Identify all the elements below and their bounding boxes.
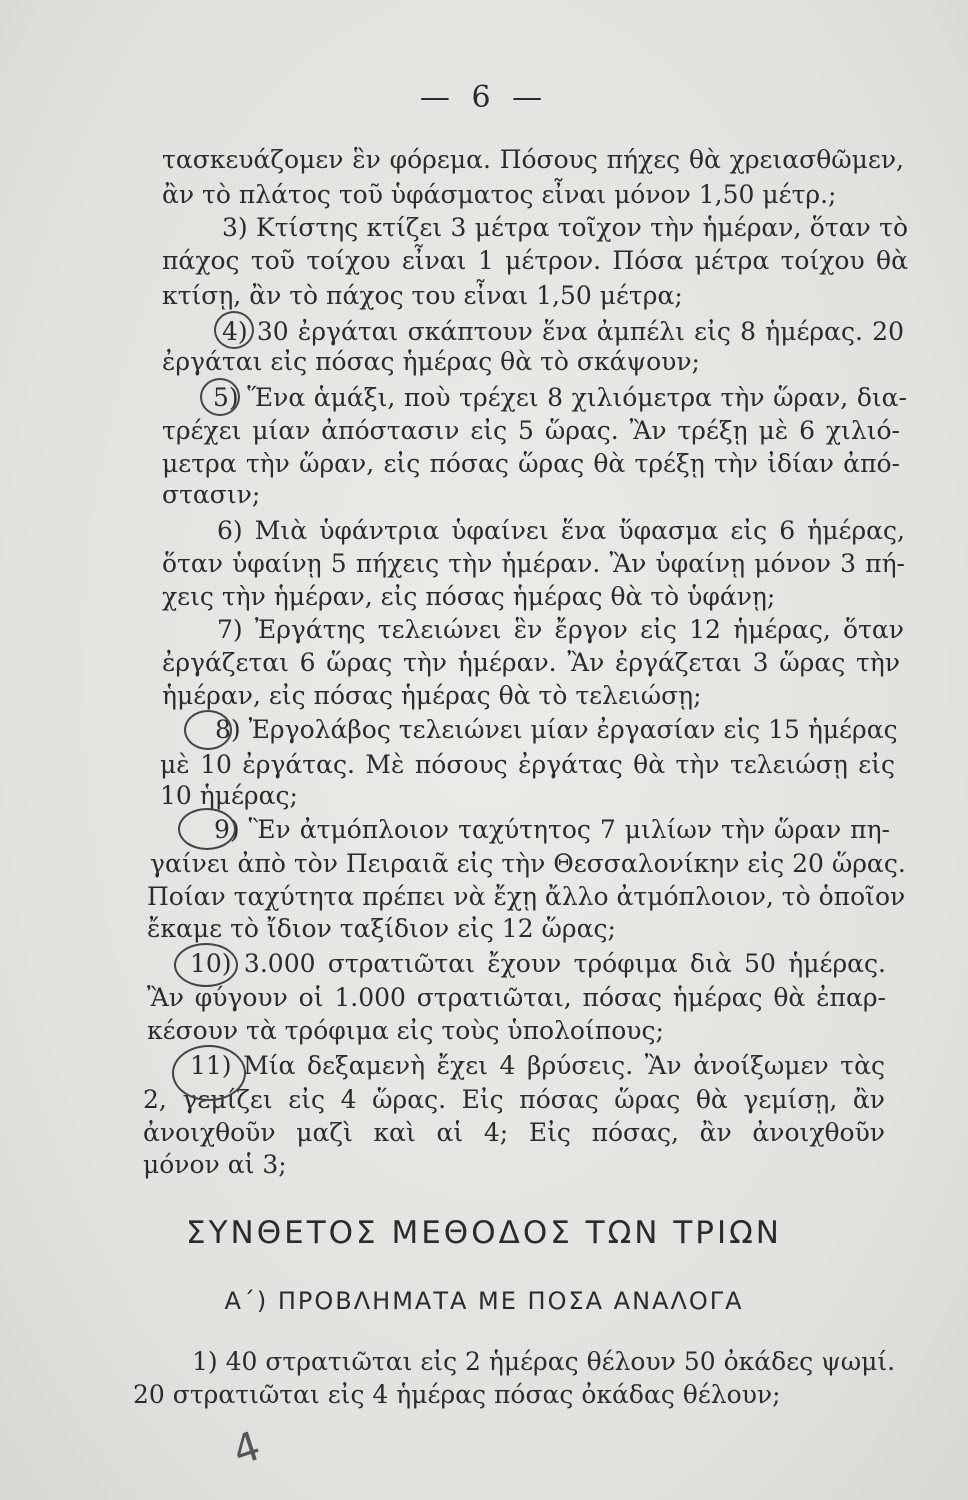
text-line: 10 ἡμέρας; bbox=[160, 781, 298, 810]
text-line: πάχος τοῦ τοίχου εἶναι 1 μέτρον. Πόσα μέτρα τοίχου θὰ bbox=[162, 246, 908, 275]
text-line: μὲ 10 ἐργάτας. Μὲ πόσους ἐργάτας θὰ τὴν τελειώσῃ εἰς bbox=[160, 750, 895, 779]
section-title: ΣΥΝΘΕΤΟΣ ΜΕΘΟΔΟΣ ΤΩΝ ΤΡΙΩΝ bbox=[186, 1215, 782, 1251]
text-line: 7) Ἐργάτης τελειώνει ἓν ἔργον εἰς 12 ἡμέρας, ὅταν bbox=[217, 615, 904, 644]
text-line: 11) Μία δεξαμενὴ ἔχει 4 βρύσεις. Ἂν ἀνοίξωμεν τὰς bbox=[190, 1051, 885, 1080]
text-line: τασκευάζομεν ἓν φόρεμα. Πόσους πήχες θὰ χρειασθῶμεν, bbox=[162, 145, 904, 174]
text-line: 9) Ἓν ἀτμόπλοιον ταχύτητος 7 μιλίων τὴν ὥραν πη- bbox=[214, 815, 890, 844]
page-number: — 6 — bbox=[419, 80, 549, 115]
pencil-circle-mark bbox=[172, 1045, 246, 1101]
text-line: ἐργάζεται 6 ὥρας τὴν ἡμέραν. Ἂν ἐργάζεται 3 ὥρας τὴν bbox=[162, 648, 900, 677]
text-line: γαίνει ἀπὸ τὸν Πειραιᾶ εἰς τὴν Θεσσαλονίκην εἰς 20 ὥρας. bbox=[150, 849, 906, 878]
subsection-title: Α΄) ΠΡΟΒΛΗΜΑΤΑ ΜΕ ΠΟΣΑ ΑΝΑΛΟΓΑ bbox=[224, 1287, 744, 1315]
pencil-circle-mark bbox=[184, 710, 232, 750]
pencil-circle-mark bbox=[178, 808, 236, 850]
text-line: μετρα τὴν ὥραν, εἰς πόσας ὥρας θὰ τρέξῃ τὴν ἰδίαν ἀπό- bbox=[162, 449, 900, 478]
problem-line: 20 στρατιῶται εἰς 4 ἡμέρας πόσας ὀκάδας θέλουν; bbox=[133, 1380, 781, 1409]
text-line: 5) Ἕνα ἁμάξι, ποὺ τρέχει 8 χιλιόμετρα τὴν ὥραν, δια- bbox=[213, 383, 907, 412]
text-line: τρέχει μίαν ἀπόστασιν εἰς 5 ὥρας. Ἂν τρέξῃ μὲ 6 χιλιό- bbox=[162, 416, 900, 445]
text-line: ἡμέραν, εἰς πόσας ἡμέρας θὰ τὸ τελειώσῃ; bbox=[162, 681, 702, 710]
text-line: ἐργάται εἰς πόσας ἡμέρας θὰ τὸ σκάψουν; bbox=[162, 347, 700, 376]
handwritten-mark: 4 bbox=[227, 1423, 266, 1475]
text-line: ἔκαμε τὸ ἴδιον ταξίδιον εἰς 12 ὥρας; bbox=[147, 914, 616, 943]
text-line: κέσουν τὰ τρόφιμα εἰς τοὺς ὑπολοίπους; bbox=[147, 1016, 664, 1045]
text-line: 4) 30 ἐργάται σκάπτουν ἕνα ἀμπέλι εἰς 8 ἡμέρας. 20 bbox=[222, 317, 904, 346]
pencil-circle-mark bbox=[214, 311, 254, 349]
text-line: ὅταν ὑφαίνῃ 5 πήχεις τὴν ἡμέραν. Ἂν ὑφαίνῃ μόνον 3 πή- bbox=[162, 549, 905, 578]
text-line: ἂν τὸ πλάτος τοῦ ὑφάσματος εἶναι μόνον 1,50 μέτρ.; bbox=[162, 180, 837, 209]
text-line: μόνον αἱ 3; bbox=[143, 1150, 287, 1179]
text-line: στασιν; bbox=[162, 480, 261, 509]
text-line: ἀνοιχθοῦν μαζὶ καὶ αἱ 4; Εἰς πόσας, ἂν ἀνοιχθοῦν bbox=[143, 1118, 885, 1147]
text-line: 3) Κτίστης κτίζει 3 μέτρα τοῖχον τὴν ἡμέραν, ὅταν τὸ bbox=[222, 213, 908, 242]
text-line: Ἂν φύγουν οἱ 1.000 στρατιῶται, πόσας ἡμέρας θὰ ἐπαρ- bbox=[147, 983, 886, 1012]
text-line: 6) Μιὰ ὑφάντρια ὑφαίνει ἕνα ὕφασμα εἰς 6 ἡμέρας, bbox=[217, 516, 905, 545]
pencil-circle-mark bbox=[200, 378, 240, 416]
text-line: χεις τὴν ἡμέραν, εἰς πόσας ἡμέρας θὰ τὸ ὑφάνῃ; bbox=[162, 582, 776, 611]
text-line: 10) 3.000 στρατιῶται ἔχουν τρόφιμα διὰ 50 ἡμέρας. bbox=[190, 949, 886, 978]
pencil-circle-mark bbox=[174, 943, 238, 987]
text-line: Ποίαν ταχύτητα πρέπει νὰ ἔχῃ ἄλλο ἀτμόπλοιον, τὸ ὁποῖον bbox=[147, 882, 906, 911]
problem-line: 1) 40 στρατιῶται εἰς 2 ἡμέρας θέλουν 50 ὀκάδες ψωμί. bbox=[192, 1347, 896, 1376]
text-line: κτίσῃ, ἂν τὸ πάχος του εἶναι 1,50 μέτρα; bbox=[162, 281, 683, 310]
text-line: 8) Ἐργολάβος τελειώνει μίαν ἐργασίαν εἰς 15 ἡμέρας bbox=[215, 715, 898, 744]
text-line: 2, γεμίζει εἰς 4 ὥρας. Εἰς πόσας ὥρας θὰ γεμίσῃ, ἂν bbox=[143, 1085, 885, 1114]
